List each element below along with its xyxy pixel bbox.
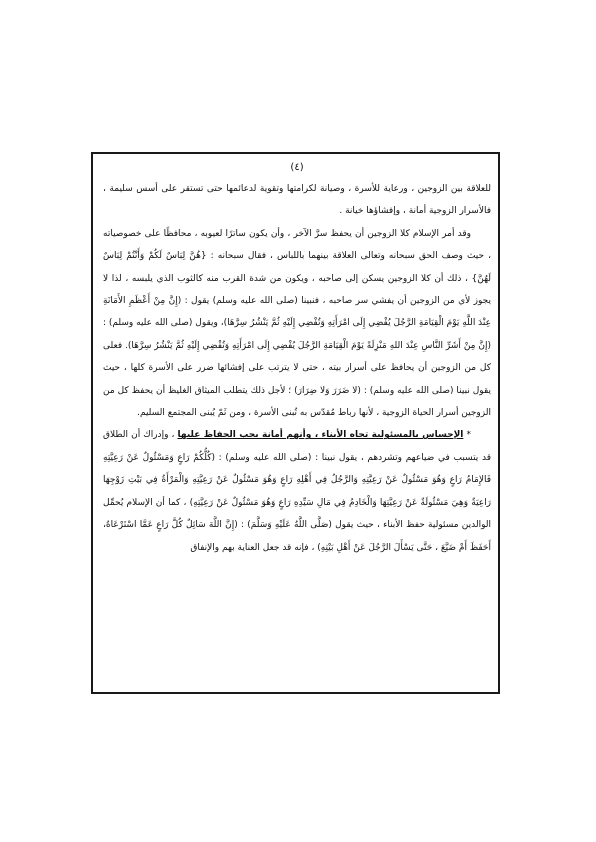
page-number: (٤)	[290, 162, 304, 173]
paragraph-2: وقد أمر الإسلام كلا الزوجين أن يحفظ سرَّ الآخر ، وأن يكون ساترًا لعيوبه ، محافظًا على خصوصياته ، حيث وصف الحق سبحانه وتعالى العلاقة بينهما باللباس ، فقال سبحانه : {هُنَّ لِبَاسٌ لَكُمْ وَأَنْتُمْ لِبَاسٌ لَهُنَّ} ، ذلك أن كلا الزوجين يسكن إلى صاحبه ، ويكون من شدة القرب منه كالثوب الذي يلبسه ، لذا لا يجوز لأي من الزوجين أن يفشي سر صاحبه ، فنبينا (صلى الله عليه وسلم) يقول : (إِنَّ مِنْ أَعْظَمِ الأَمَانَةِ عِنْدَ اللَّهِ يَوْمَ الْقِيَامَةِ الرَّجُلَ يُفْضِي إِلَى امْرَأَتِهِ وَتُفْضِي إِلَيْهِ ثُمَّ يَنْشُرُ سِرَّهَا)، ويقول (صلى الله عليه وسلم) : (إِنَّ مِنْ أَشَرِّ النَّاسِ عِنْدَ اللهِ مَنْزِلَةً يَوْمَ الْقِيَامَةِ الرَّجُلَ يُفْضِي إِلَى امْرَأَتِهِ وَتُفْضِي إِلَيْهِ ثُمَّ يَنْشُرُ سِرَّهَا). فعلى كل من الزوجين أن يحافظ على أسرار بيته ، حتى لا يترتب على إفشائها ضرر على الأسرة كلها ، حيث يقول نبينا (صلى الله عليه وسلم) : (لا ضَرَرَ وَلا ضِرَارَ) ؛ لأجل ذلك يتطلب الميثاق الغليظ أن يحفظ كل من الزوجين أسرار الحياة الزوجية ، لأنها رباط مُقدّس به تُبنى الأسرة ، ومن ثَمّ يُبنى المجتمع السليم.	[103, 228, 491, 419]
bullet-marker: *	[463, 430, 471, 441]
document-body	[103, 158, 491, 559]
paragraph-3	[103, 424, 491, 558]
section-heading	[178, 430, 464, 440]
section-heading-text: الإحساس بالمسئولية تجاه الأبناء ، وأنهم أمانة يجب الحفاظ عليها	[177, 430, 464, 441]
paragraph-3-text: ، وإدراك أن الطلاق قد يتسبب في ضياعهم وتشردهم ، يقول نبينا : (صلى الله عليه وسلم) : (كُلُّكُمْ رَاعٍ وَمَسْئُولٌ عَنْ رَعِيَّتِهِ فَالإِمَامُ رَاعٍ وَهُوَ مَسْئُولٌ عَنْ رَعِيَّتِهِ وَالرَّجُلُ فِي أَهْلِهِ رَاعٍ وَهُوَ مَسْئُولٌ عَنْ رَعِيَّتِهِ وَالْمَرْأَةُ فِي بَيْتِ زَوْجِهَا رَاعِيَةٌ وَهِيَ مَسْئُولَةٌ عَنْ رَعِيَّتِهَا وَالْخَادِمُ فِي مَالِ سَيِّدِهِ رَاعٍ وَهُوَ مَسْئُولٌ عَنْ رَعِيَّتِهِ) ، كما أن الإسلام يُحمِّل الوالدين مسئولية حفظ الأبناء ، حيث يقول (صَلَّى اللَّهُ عَلَيْهِ وَسَلَّمَ) : (إِنَّ اللَّهَ سَائِلٌ كُلَّ رَاعٍ عَمَّا اسْتَرْعَاهُ، أَحَفَظَ أَمْ ضَيَّعَ ، حَتَّى يَسْأَلَ الرَّجُلَ عَنْ أَهْلِ بَيْتِهِ) ، فإنه قد جعل العناية بهم والإنفاق	[103, 430, 491, 553]
paragraph-1: للعلاقة بين الزوجين ، ورعاية للأسرة ، وصيانة لكرامتها وتقوية لدعائمها حتى تستقر على أسس سليمة ، فالأسرار الزوجية أمانة ، وإفشاؤها خيانة .	[103, 184, 491, 217]
